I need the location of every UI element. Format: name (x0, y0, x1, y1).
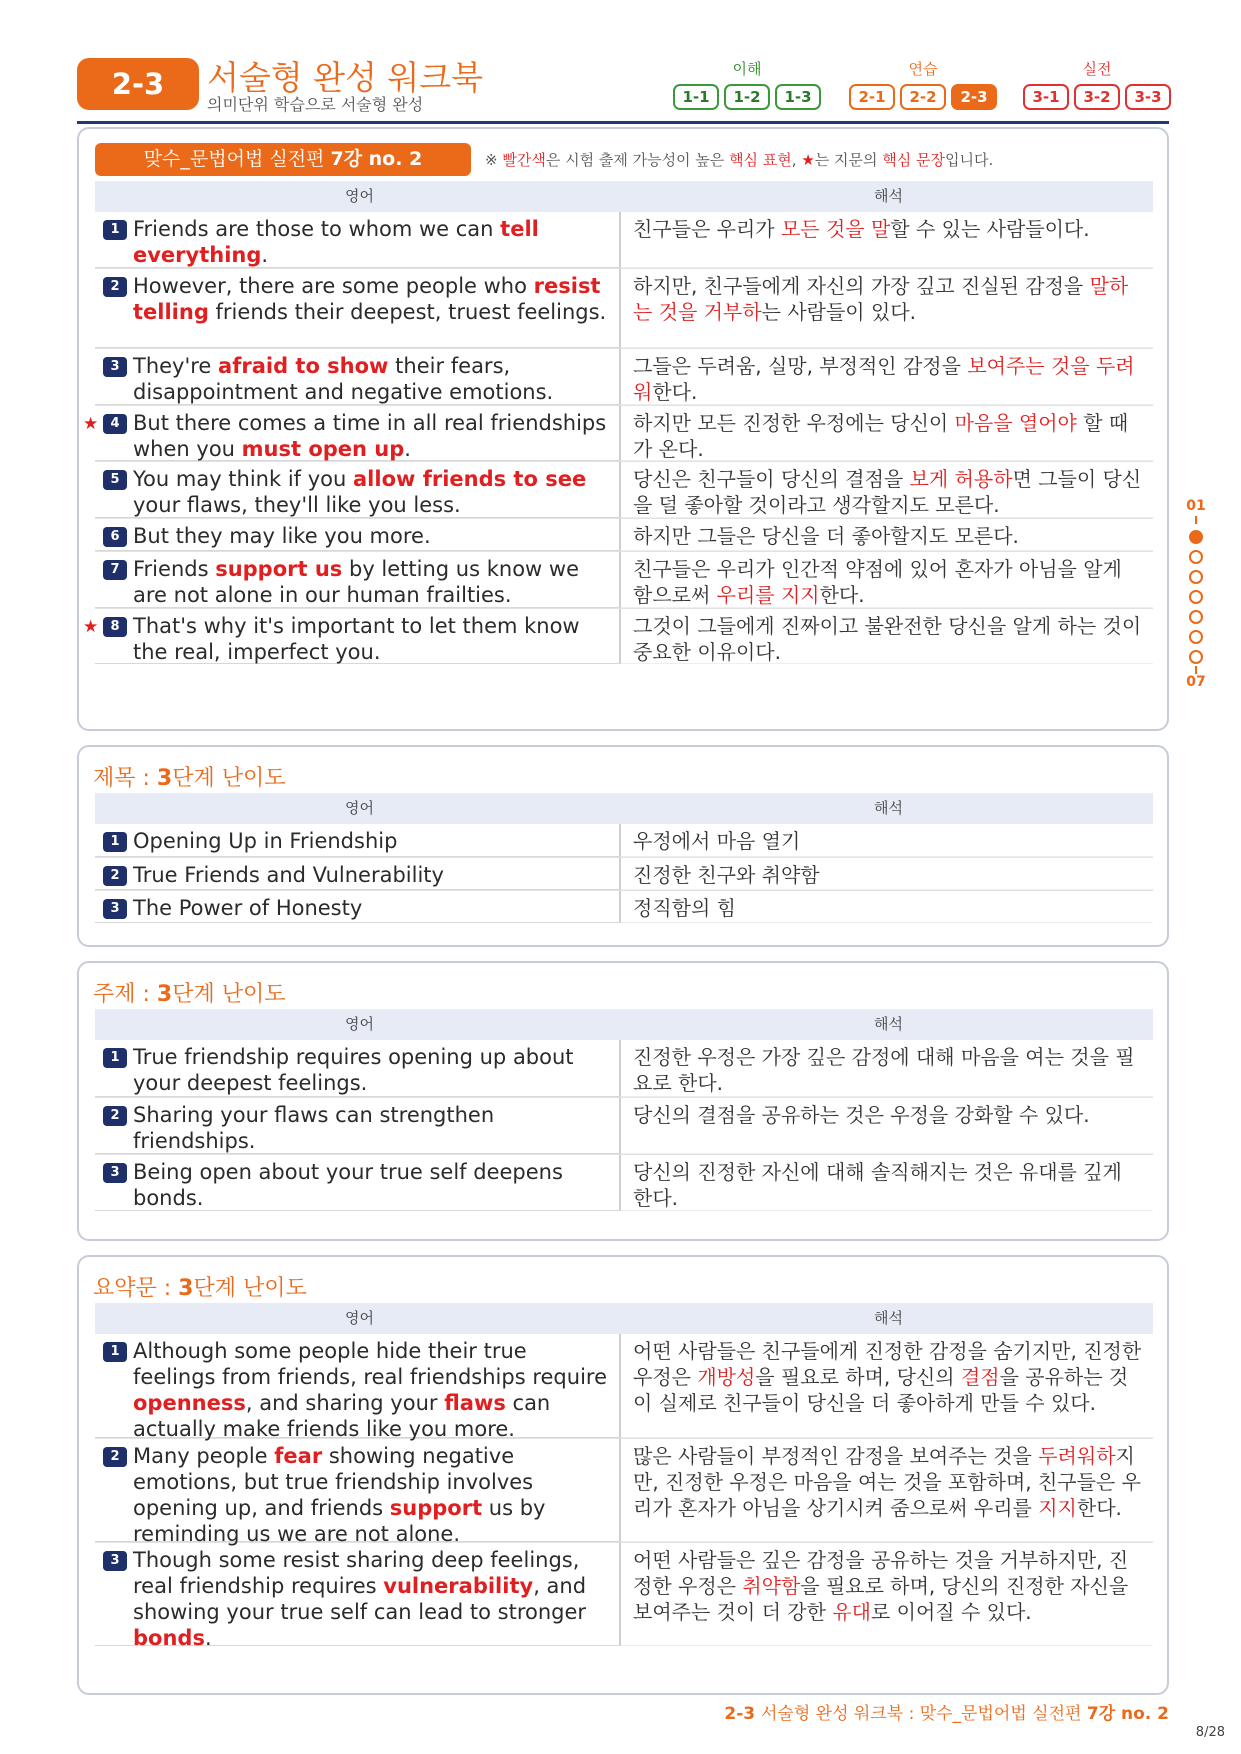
key-phrase: vulnerability (383, 1574, 534, 1598)
table-row (95, 268, 1153, 348)
col-korean: 해석 (874, 799, 903, 817)
note-h: 핵심 문장 (882, 151, 946, 169)
key-phrase: bonds (133, 1626, 205, 1650)
text-segment: 친구들은 우리가 (633, 217, 781, 241)
table-row (95, 857, 1153, 890)
col-english: 영어 (345, 799, 374, 817)
note-a: ※ (485, 151, 503, 169)
key-phrase: 보여주는 것을 두려워 (633, 354, 1135, 404)
text-segment: 할 때가 온다. (633, 411, 1129, 461)
key-phrase: resist telling (133, 274, 601, 324)
english-cell (95, 858, 621, 890)
heading-c: 단계 난이도 (172, 982, 286, 1007)
key-phrase: 보게 허용하 (909, 467, 1013, 491)
note-e: , (791, 151, 802, 169)
text-segment: Friends are those to whom we can (133, 217, 501, 241)
key-phrase: 두려워하 (1038, 1444, 1116, 1468)
page-number: 8/28 (1195, 1725, 1225, 1740)
note-d: 핵심 표현 (729, 151, 792, 169)
note-i: 입니다. (945, 151, 994, 169)
korean-cell (621, 519, 1153, 551)
col-english: 영어 (345, 187, 374, 205)
korean-cell (621, 891, 1153, 923)
korean-cell (621, 269, 1153, 348)
text-segment: 하지만 모든 진정한 우정에는 당신이 (633, 411, 955, 435)
key-phrase: must open up (241, 437, 405, 461)
side-line (1195, 666, 1197, 674)
progress-dot-active[interactable] (1189, 530, 1203, 544)
heading-b: 3 (156, 982, 173, 1007)
table-row (95, 551, 1153, 608)
sentence-number: 1 (103, 220, 127, 240)
english-cell (95, 212, 621, 268)
korean-cell (621, 1334, 1153, 1438)
heading-a: 주제 : (93, 982, 157, 1007)
english-text: True Friends and Vulnerability (133, 863, 444, 887)
korean-cell (621, 349, 1153, 405)
text-segment: Many people (133, 1444, 275, 1468)
text-segment: 로 이어질 수 있다. (870, 1600, 1032, 1624)
english-cell (95, 1098, 621, 1154)
text-segment: They're (133, 354, 219, 378)
english-cell (83, 609, 621, 664)
col-korean: 해석 (874, 187, 903, 205)
summary-table (95, 1303, 1153, 1650)
note-b: 빨간색 (502, 151, 546, 169)
english-text: Sharing your flaws can strengthen friendships. (133, 1103, 495, 1153)
korean-cell (621, 1439, 1153, 1542)
sentence-number: 1 (103, 1342, 127, 1362)
section-badge: 2-3 (77, 58, 199, 110)
text-segment: 할 수 있는 사람들이다. (890, 217, 1090, 241)
english-cell (95, 1543, 621, 1650)
pill-text-a: 맞수_문법어법 실전편 (143, 148, 331, 170)
heading-b: 3 (178, 1276, 194, 1301)
key-phrase: 취약함 (742, 1574, 801, 1598)
korean-cell (621, 824, 1153, 857)
sentence-number: 1 (103, 1048, 127, 1068)
heading-c: 단계 난이도 (193, 1276, 307, 1301)
page-title: 서술형 완성 워크북 (207, 58, 484, 97)
english-text: Being open about your true self deepens bonds. (133, 1160, 563, 1210)
english-cell (95, 552, 621, 608)
text-segment: 한다. (652, 380, 698, 404)
note-c: 은 시험 출제 가능성이 높은 (545, 151, 730, 169)
english-cell (83, 406, 621, 461)
text-segment: 하지만 그들은 당신을 더 좋아할지도 모른다. (633, 524, 1019, 548)
table-row (95, 1154, 1153, 1211)
star-icon: ★ (801, 151, 815, 169)
table-row (95, 824, 1153, 857)
korean-text: 정직함의 힘 (633, 896, 736, 920)
sentence-number: 2 (103, 1447, 127, 1467)
sentence-number: 3 (103, 899, 127, 919)
english-cell (95, 519, 621, 551)
key-phrase: 마음을 열어야 (954, 411, 1077, 435)
legend-note (485, 149, 993, 170)
text-segment: 을 필요로 하며, 당신의 (755, 1365, 961, 1389)
text-segment: 어떤 사람들은 깊은 감정을 공유하는 것을 거부하지만, 진정한 우정은 (633, 1548, 1129, 1598)
side-line (1195, 516, 1197, 524)
theme-box (77, 961, 1169, 1241)
text-segment: 어떤 사람들은 친구들에게 진정한 감정을 숨기지만, 진정한 우정은 (633, 1339, 1142, 1389)
korean-cell (621, 609, 1153, 664)
text-segment: But they may like you more. (133, 524, 431, 548)
progress-dot[interactable] (1189, 610, 1203, 624)
footer-d: 강 no. 2 (1098, 1704, 1169, 1724)
korean-text: 당신의 진정한 자신에 대해 솔직해지는 것은 유대를 깊게 한다. (633, 1160, 1122, 1210)
korean-text: 진정한 친구와 취약함 (633, 863, 820, 887)
step-3-1[interactable]: 3-1 (1023, 84, 1069, 110)
text-segment: 는 사람들이 있다. (761, 300, 916, 324)
passage-box (77, 127, 1169, 731)
text-segment: 친구들은 우리가 인간적 약점에 있어 혼자가 아님을 알게 함으로써 (633, 557, 1122, 607)
side-progress (1180, 498, 1212, 690)
english-text: Opening Up in Friendship (133, 829, 398, 853)
sentence-number: 3 (103, 1163, 127, 1183)
col-english: 영어 (345, 1015, 374, 1033)
footer-a: 2-3 (724, 1704, 761, 1724)
korean-cell (621, 552, 1153, 608)
title-table (95, 793, 1153, 923)
korean-cell (621, 462, 1153, 518)
korean-text: 당신의 결점을 공유하는 것은 우정을 강화할 수 있다. (633, 1103, 1090, 1127)
progress-dot[interactable] (1189, 590, 1203, 604)
note-g: 는 지문의 (814, 151, 883, 169)
english-text: True friendship requires opening up about your deepest feelings. (133, 1045, 574, 1095)
sentence-number: 5 (103, 470, 127, 490)
table-row (95, 461, 1153, 518)
korean-cell (621, 406, 1153, 461)
header-divider (77, 121, 1169, 124)
text-segment: Though some resist sharing deep feelings, real friendship requires (133, 1548, 580, 1598)
sentence-number: 1 (103, 832, 127, 852)
table-row (95, 1542, 1153, 1650)
step-2-3-active[interactable]: 2-3 (951, 84, 997, 110)
key-phrase: 유대 (832, 1600, 871, 1624)
sentence-number: 3 (103, 357, 127, 377)
key-phrase: support us (215, 557, 343, 581)
english-cell (95, 824, 621, 857)
table-header (95, 1303, 1153, 1334)
text-segment: That's why it's important to let them know the real, imperfect you. (133, 614, 580, 664)
step-2-2[interactable]: 2-2 (900, 84, 946, 110)
text-segment: However, there are some people who (133, 274, 534, 298)
text-segment: their fears, disappointment and negative emotions. (133, 354, 554, 404)
key-phrase: 개방성 (697, 1365, 756, 1389)
key-sentence-star-icon: ★ (83, 617, 99, 637)
col-korean: 해석 (874, 1015, 903, 1033)
step-navigator (673, 58, 1169, 118)
page-header (77, 52, 1169, 124)
page-subtitle: 의미단위 학습으로 서술형 완성 (207, 95, 424, 114)
heading-c: 단계 난이도 (172, 766, 286, 791)
english-cell (95, 1155, 621, 1211)
sentence-number: 7 (103, 560, 127, 580)
col-english: 영어 (345, 1309, 374, 1327)
table-row (95, 1438, 1153, 1546)
key-phrase: openness (133, 1391, 246, 1415)
text-segment: You may think if you (133, 467, 353, 491)
step-1-1[interactable]: 1-1 (673, 84, 719, 110)
text-segment: 많은 사람들이 부정적인 감정을 보여주는 것을 (633, 1444, 1039, 1468)
english-cell (95, 1439, 621, 1546)
text-segment: 그것이 그들에게 진짜이고 불완전한 당신을 알게 하는 것이 중요한 이유이다. (633, 614, 1142, 664)
footer-title (724, 1699, 1169, 1724)
side-bottom-label: 07 (1186, 674, 1206, 690)
step-3-3[interactable]: 3-3 (1125, 84, 1171, 110)
korean-cell (621, 1543, 1153, 1646)
progress-dot[interactable] (1189, 570, 1203, 584)
sentence-number: 2 (103, 866, 127, 886)
table-row (83, 608, 1153, 664)
key-phrase: 말하는 것을 거부하 (633, 274, 1129, 324)
title-section-heading (93, 761, 285, 792)
text-segment: your flaws, they'll like you less. (133, 493, 461, 517)
progress-dot[interactable] (1189, 630, 1203, 644)
step-3-2[interactable]: 3-2 (1074, 84, 1120, 110)
step-1-2[interactable]: 1-2 (724, 84, 770, 110)
step-2-1[interactable]: 2-1 (849, 84, 895, 110)
sentence-number: 8 (103, 617, 127, 637)
sentence-number: 2 (103, 277, 127, 297)
text-segment: But there comes a time in all real friendships when you (133, 411, 607, 461)
text-segment: 면 그들이 당신을 덜 좋아할 것이라고 생각할지도 모른다. (633, 467, 1142, 517)
text-segment: by letting us know we are not alone in our human frailties. (133, 557, 579, 607)
korean-cell (621, 858, 1153, 890)
key-phrase: 지지 (1038, 1496, 1077, 1520)
text-segment: , and sharing your (245, 1391, 445, 1415)
key-phrase: support (389, 1496, 483, 1520)
theme-section-heading (93, 977, 285, 1008)
table-row (95, 1334, 1153, 1441)
text-segment: can actually make friends like you more. (133, 1391, 551, 1441)
heading-a: 요약문 : (93, 1276, 179, 1301)
summary-section-heading (93, 1271, 307, 1302)
text-segment: . (261, 243, 269, 267)
english-cell (95, 891, 621, 923)
korean-cell (621, 1040, 1153, 1097)
text-segment: 을 공유하는 것이 실제로 친구들이 당신을 더 좋아하게 만들 수 있다. (633, 1365, 1129, 1415)
text-segment: us by reminding us we are not alone. (133, 1496, 546, 1546)
table-row (95, 212, 1153, 268)
heading-a: 제목 : (93, 766, 157, 791)
group-label-practice: 연습 (908, 60, 938, 78)
text-segment: 지만, 진정한 우정은 마음을 여는 것을 포함하며, 친구들은 우리가 혼자가 아님을 상기시켜 줌으로써 우리를 (633, 1444, 1141, 1520)
english-cell (95, 269, 621, 348)
table-row (83, 405, 1153, 461)
sentence-number: 6 (103, 527, 127, 547)
side-top-label: 01 (1186, 498, 1206, 514)
key-phrase: allow friends to see (353, 467, 587, 491)
text-segment: 한다. (819, 583, 865, 607)
pill-text-b: 7 (330, 148, 344, 170)
passage-label (95, 143, 471, 176)
english-cell (95, 349, 621, 405)
key-phrase: afraid to show (218, 354, 389, 378)
summary-box (77, 1255, 1169, 1695)
text-segment: , and showing your true self can lead to stronger (133, 1574, 587, 1624)
text-segment: 하지만, 친구들에게 자신의 가장 깊고 진실된 감정을 (633, 274, 1090, 298)
key-phrase: 결점 (960, 1365, 1000, 1389)
text-segment: . (404, 437, 411, 461)
progress-dot[interactable] (1189, 650, 1203, 664)
english-cell (95, 1334, 621, 1441)
key-phrase: 우리를 지지 (716, 583, 820, 607)
table-row (95, 1097, 1153, 1154)
group-label-understand: 이해 (732, 60, 762, 78)
korean-cell (621, 1098, 1153, 1154)
table-row (95, 348, 1153, 405)
korean-text: 우정에서 마음 열기 (633, 829, 801, 853)
col-korean: 해석 (874, 1309, 903, 1327)
sentence-number: 3 (103, 1551, 127, 1571)
text-segment: 을 필요로 하며, 당신의 진정한 자신을 보여주는 것이 더 강한 (633, 1574, 1129, 1624)
table-header (95, 181, 1153, 212)
english-cell (95, 1040, 621, 1097)
group-label-real: 실전 (1082, 60, 1112, 78)
text-segment: Although some people hide their true feelings from friends, real friendships require (133, 1339, 607, 1389)
text-segment: 한다. (1076, 1496, 1122, 1520)
text-segment: Friends (133, 557, 216, 581)
text-segment: friends their deepest, truest feelings. (208, 300, 607, 324)
heading-b: 3 (156, 766, 173, 791)
key-sentence-star-icon: ★ (83, 414, 99, 434)
text-segment: showing negative emotions, but true friendship involves opening up, and friends (133, 1444, 534, 1520)
english-cell (95, 462, 621, 518)
korean-cell (621, 1155, 1153, 1211)
table-row (95, 890, 1153, 923)
title-box (77, 745, 1169, 947)
text-segment: . (204, 1626, 212, 1650)
text-segment: 그들은 두려움, 실망, 부정적인 감정을 (633, 354, 968, 378)
footer-b: 서술형 완성 워크북 : 맞수_문법어법 실전편 (761, 1704, 1087, 1724)
table-header (95, 1009, 1153, 1040)
footer-c: 7 (1086, 1704, 1099, 1724)
progress-dot[interactable] (1189, 550, 1203, 564)
text-segment: 당신은 친구들이 당신의 결점을 (633, 467, 910, 491)
key-phrase: 모든 것을 말 (780, 217, 891, 241)
table-row (95, 1040, 1153, 1097)
key-phrase: tell everything (133, 217, 539, 267)
step-1-3[interactable]: 1-3 (775, 84, 821, 110)
passage-table (83, 181, 1153, 664)
korean-text: 진정한 우정은 가장 깊은 감정에 대해 마음을 여는 것을 필요로 한다. (633, 1045, 1135, 1095)
table-header (95, 793, 1153, 824)
pill-text-c: 강 no. 2 (343, 148, 423, 170)
table-row (95, 518, 1153, 551)
korean-cell (621, 212, 1153, 268)
english-text: The Power of Honesty (133, 896, 363, 920)
sentence-number: 2 (103, 1106, 127, 1126)
sentence-number: 4 (103, 414, 127, 434)
key-phrase: flaws (444, 1391, 506, 1415)
key-phrase: fear (274, 1444, 323, 1468)
theme-table (95, 1009, 1153, 1211)
